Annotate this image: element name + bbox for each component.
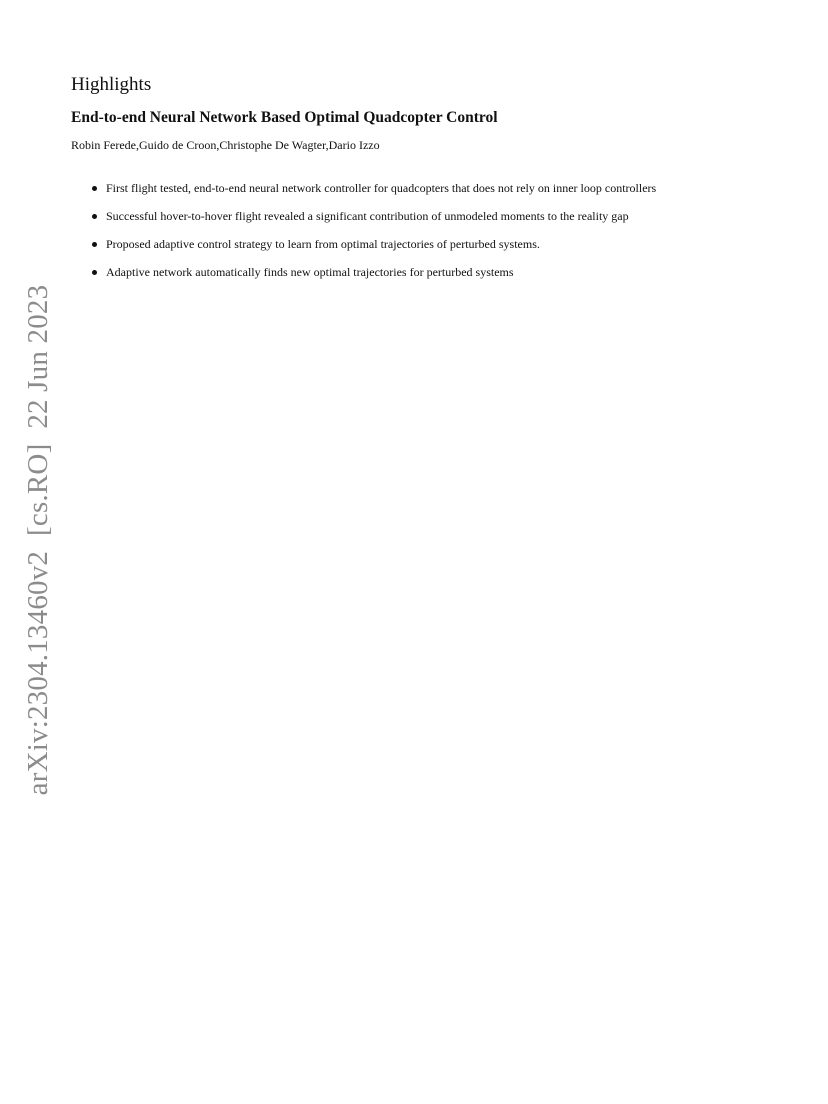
paper-title: End-to-end Neural Network Based Optimal Quadcopter Control [71, 109, 498, 126]
highlight-item [90, 180, 780, 208]
bullet-icon [92, 214, 97, 219]
author-list: Robin Ferede,Guido de Croon,Christophe De Wagter,Dario Izzo [71, 138, 380, 152]
bullet-icon [92, 186, 97, 191]
highlight-text: Successful hover-to-hover flight revealed a significant contribution of unmodeled moments to the reality gap [106, 209, 629, 223]
highlight-item [90, 208, 780, 236]
highlights-list [90, 180, 780, 292]
arxiv-identifier-stamp: arXiv:2304.13460v2 [cs.RO] 22 Jun 2023 [22, 284, 54, 796]
highlight-text: Proposed adaptive control strategy to learn from optimal trajectories of perturbed systems. [106, 237, 540, 251]
highlight-item [90, 264, 780, 292]
bullet-icon [92, 242, 97, 247]
highlight-text: First flight tested, end-to-end neural network controller for quadcopters that does not rely on inner loop controllers [106, 181, 657, 195]
highlight-text: Adaptive network automatically finds new optimal trajectories for perturbed systems [106, 265, 514, 279]
bullet-icon [92, 270, 97, 275]
section-heading: Highlights [71, 74, 152, 95]
highlight-item [90, 236, 780, 264]
